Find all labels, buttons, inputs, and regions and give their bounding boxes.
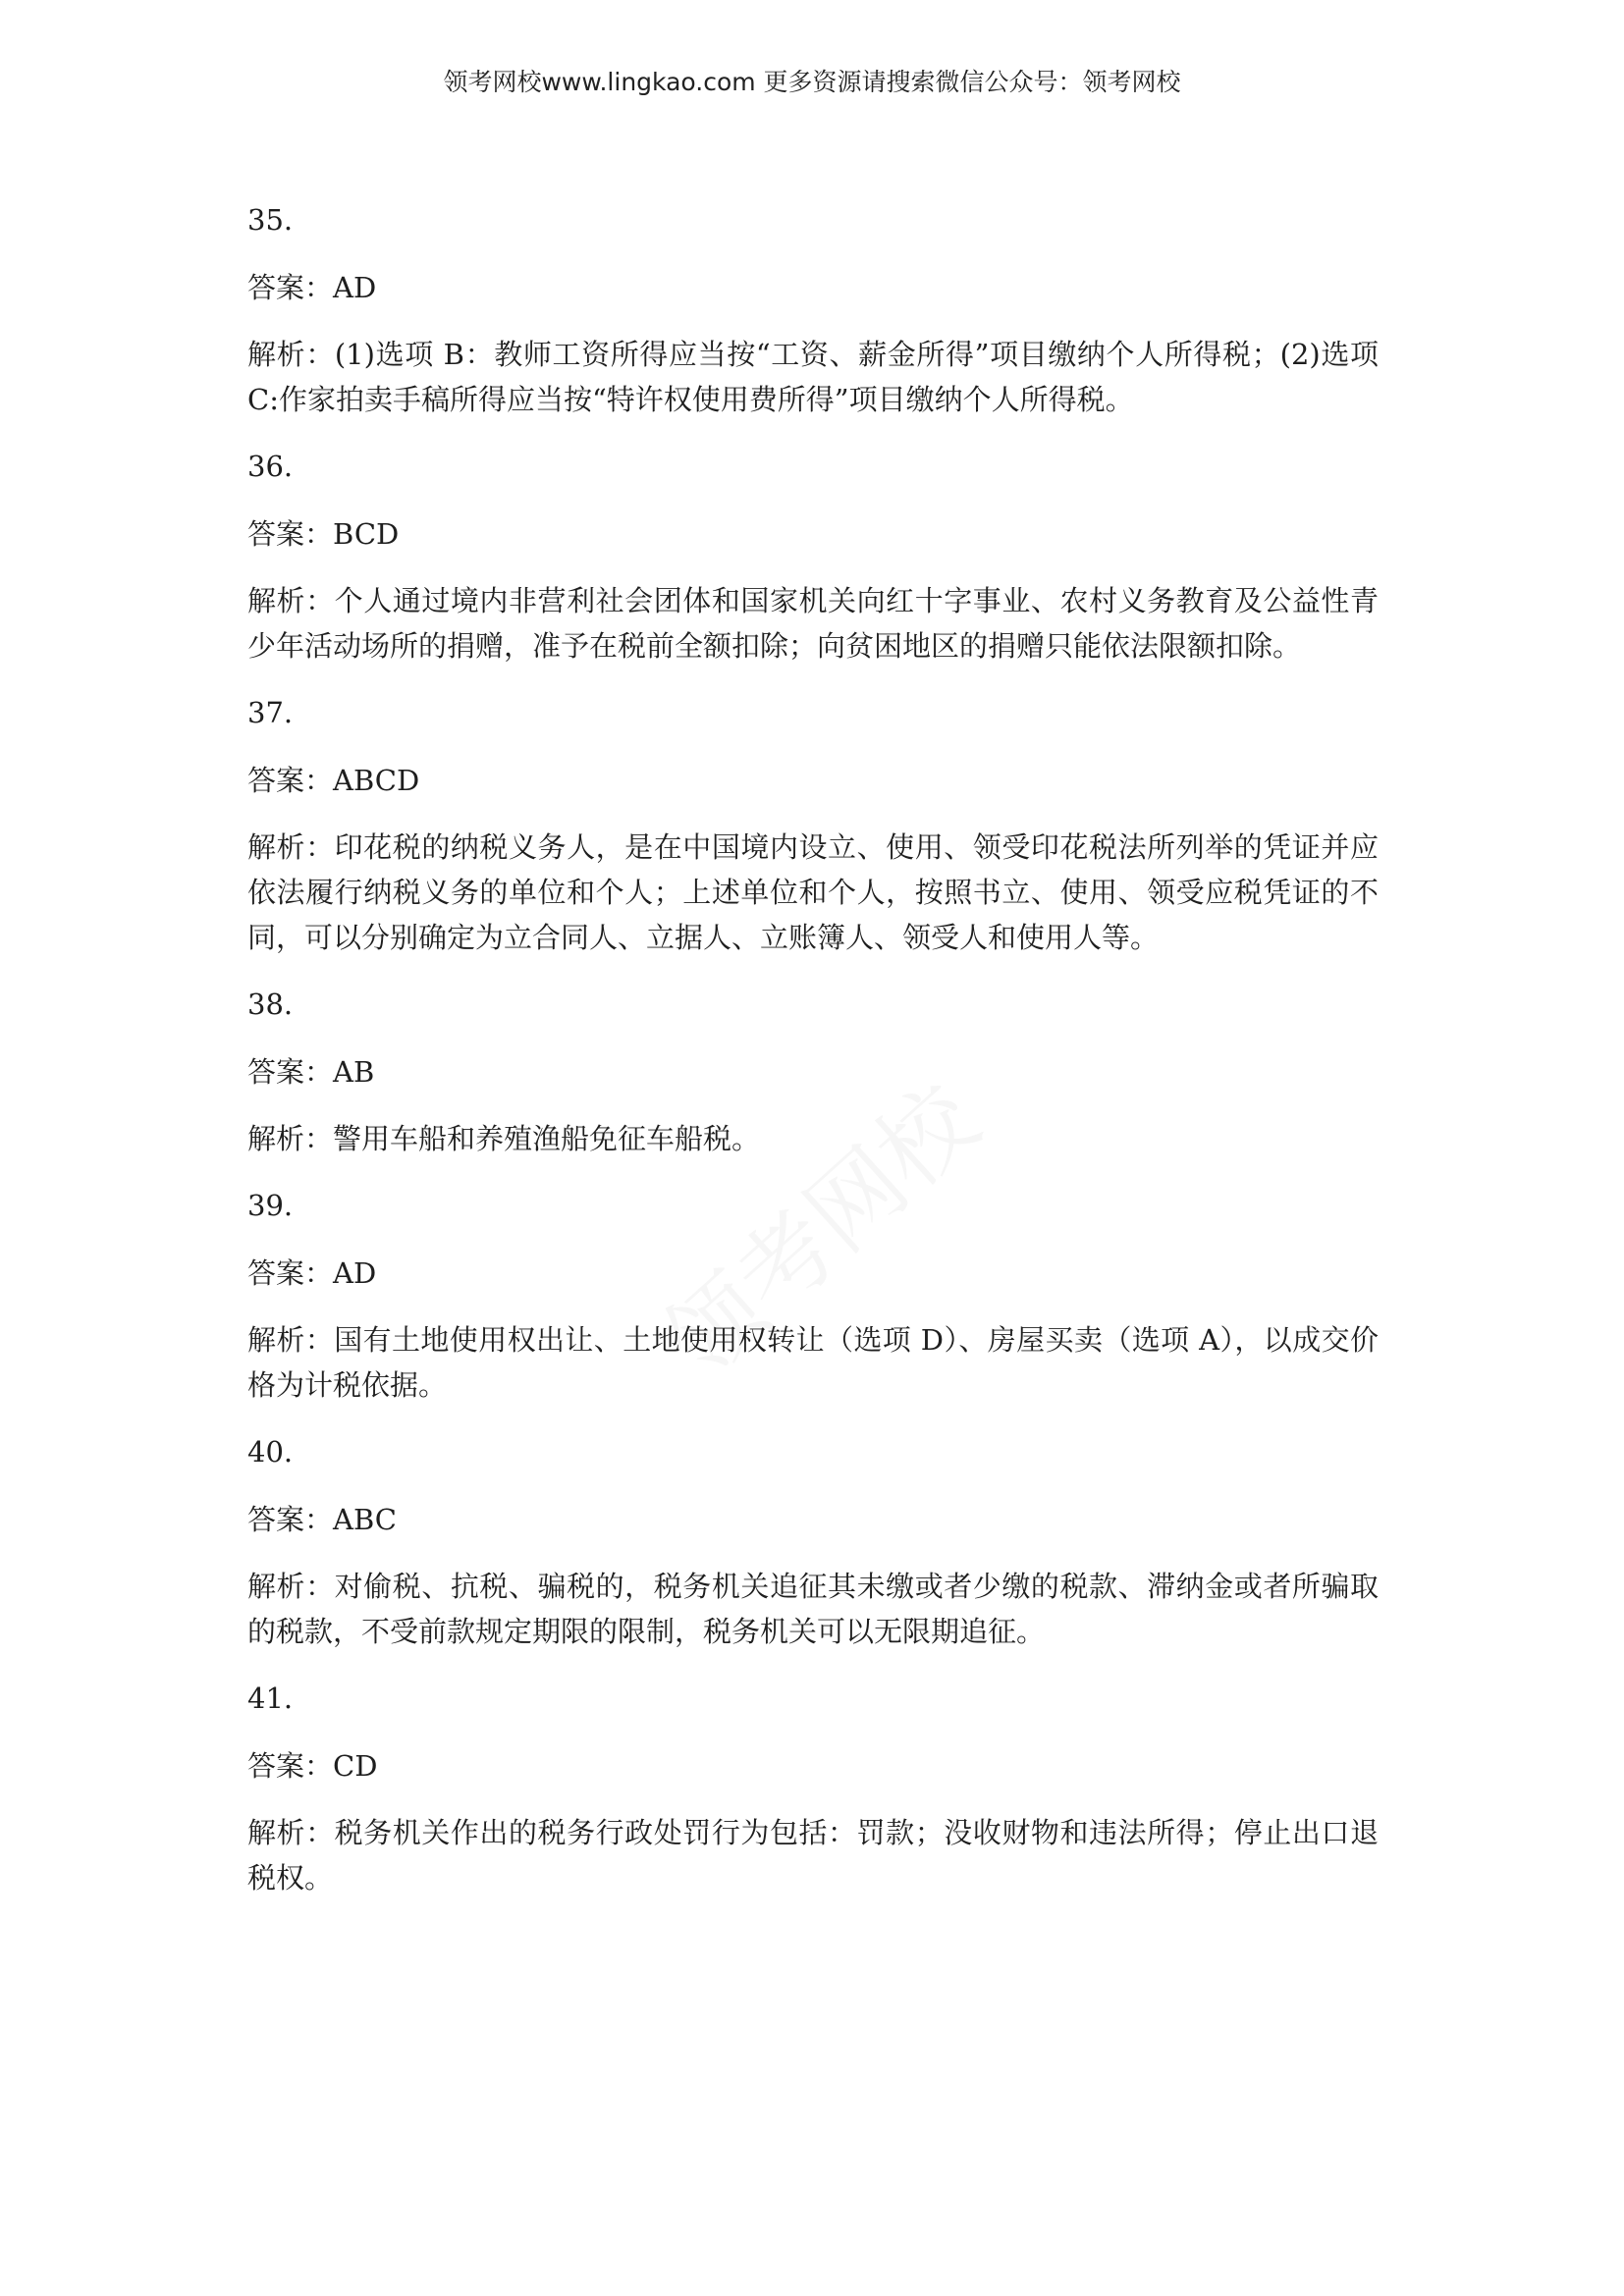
answer-list [247, 196, 1379, 1921]
question-number: 36. [247, 450, 294, 483]
answer-item-39 [247, 1182, 1379, 1408]
answer-item-37 [247, 689, 1379, 960]
explanation-text: 解析：对偷税、抗税、骗税的，税务机关追征其未缴或者少缴的税款、滞纳金或者所骗取的税款，不受前款规定期限的限制，税务机关可以无限期追征。 [247, 1570, 1379, 1648]
page-header: 领考网校www.lingkao.com 更多资源请搜索微信公众号：领考网校 [443, 68, 1181, 96]
answer-text: 答案：CD [247, 1749, 378, 1783]
explanation-text: 解析：警用车船和养殖渔船免征车船税。 [247, 1122, 761, 1155]
explanation-text: 解析：国有土地使用权出让、土地使用权转让（选项 D）、房屋买卖（选项 A），以成交价格为计税依据。 [247, 1323, 1379, 1402]
explanation-text: 解析：税务机关作出的税务行政处罚行为包括：罚款；没收财物和违法所得；停止出口退税权。 [247, 1816, 1379, 1895]
question-number: 38. [247, 988, 294, 1021]
answer-text: 答案：ABC [247, 1503, 397, 1536]
explanation-text: 解析：(1)选项 B：教师工资所得应当按“工资、薪金所得”项目缴纳个人所得税；(2)选项 C:作家拍卖手稿所得应当按“特许权使用费所得”项目缴纳个人所得税。 [247, 338, 1379, 416]
answer-text: 答案：AD [247, 271, 377, 304]
question-number: 41. [247, 1682, 294, 1715]
question-number: 35. [247, 203, 294, 237]
answer-text: 答案：AD [247, 1256, 377, 1290]
answer-text: 答案：BCD [247, 517, 400, 551]
explanation-text: 解析：印花税的纳税义务人，是在中国境内设立、使用、领受印花税法所列举的凭证并应依法履行纳税义务的单位和个人；上述单位和个人，按照书立、使用、领受应税凭证的不同，可以分别确定为立合同人、立据人、立账簿人、领受人和使用人等。 [247, 830, 1379, 954]
question-number: 39. [247, 1189, 294, 1222]
question-number: 37. [247, 696, 294, 729]
answer-text: 答案：AB [247, 1055, 375, 1089]
answer-item-41 [247, 1675, 1379, 1900]
answer-item-38 [247, 981, 1379, 1161]
answer-item-40 [247, 1428, 1379, 1654]
explanation-text: 解析：个人通过境内非营利社会团体和国家机关向红十字事业、农村义务教育及公益性青少年活动场所的捐赠，准予在税前全额扣除；向贫困地区的捐赠只能依法限额扣除。 [247, 584, 1379, 663]
answer-item-35 [247, 196, 1379, 422]
question-number: 40. [247, 1435, 294, 1468]
answer-item-36 [247, 443, 1379, 668]
answer-text: 答案：ABCD [247, 764, 420, 797]
